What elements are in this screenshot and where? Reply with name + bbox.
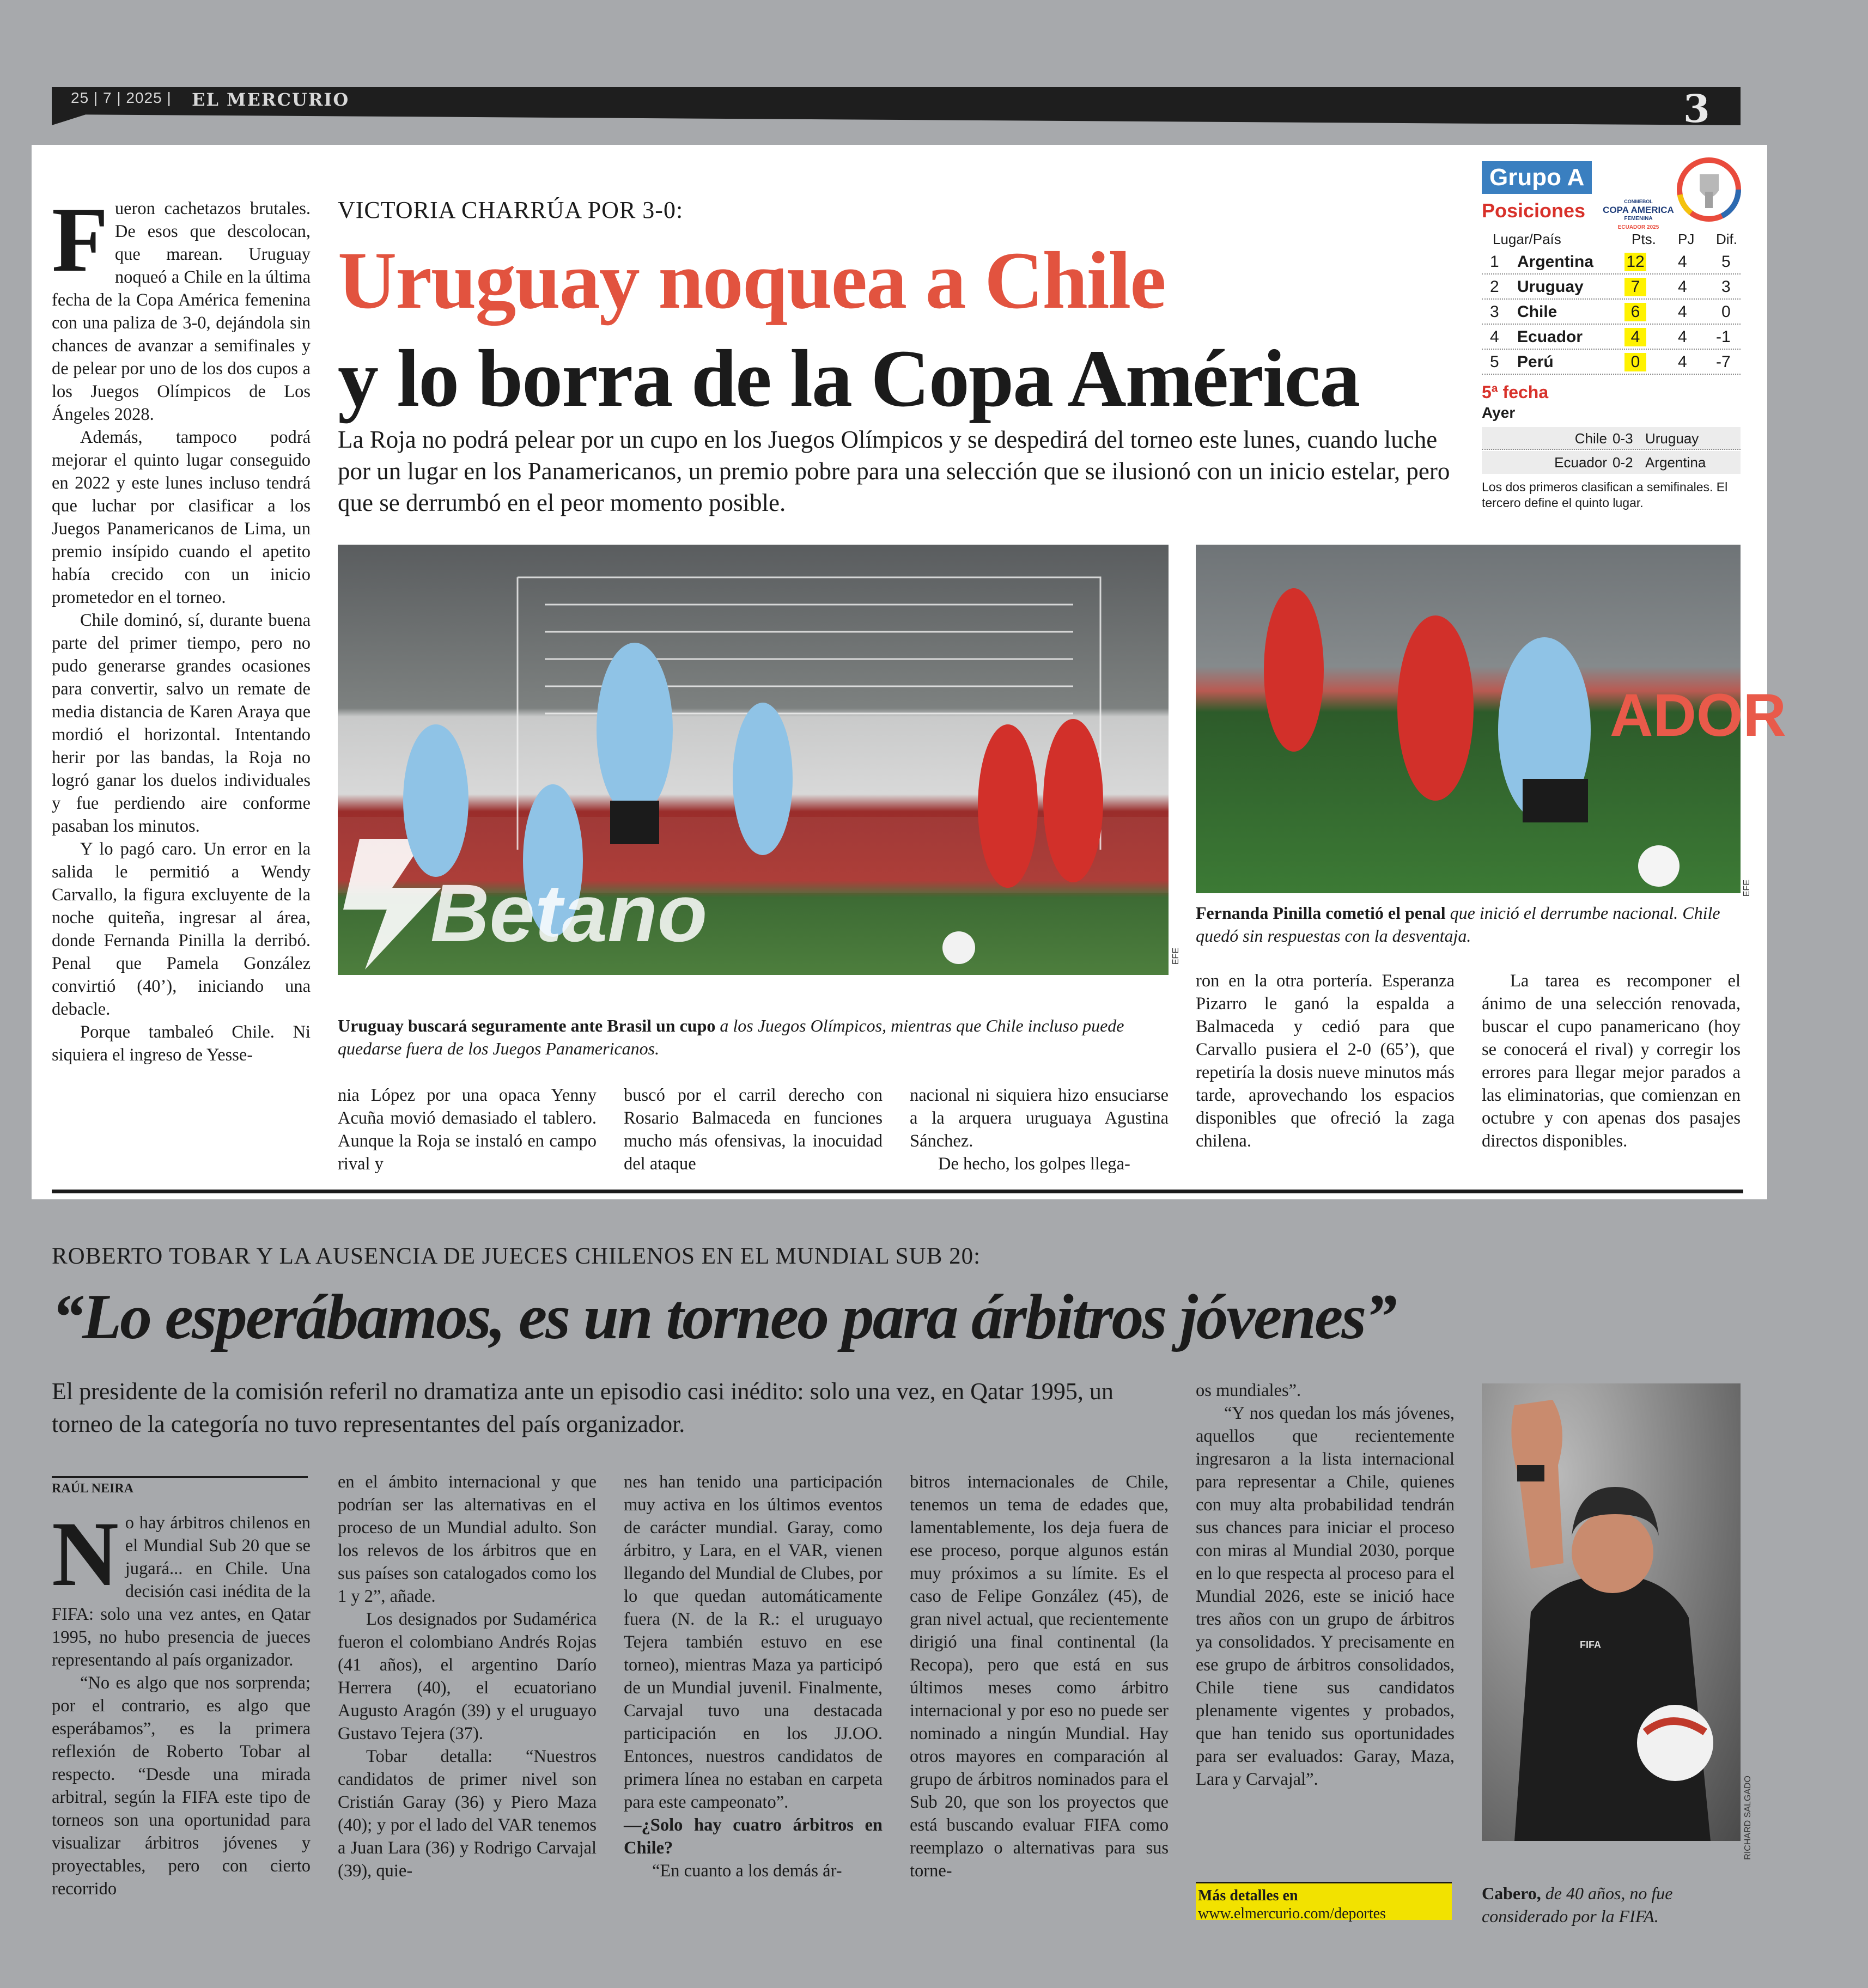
story1-paragraph: Además, tampoco podrá mejorar el quinto lugar conseguido en 2022 y este lunes incluso tendrá que luchar por clasificar a los Juegos Panamericanos de Lima, un premio insípido cuando el apetito había crecido con un inicio prometedor en el torneo.	[52, 428, 311, 607]
row-pos: 4	[1490, 328, 1499, 346]
story1-column-4	[910, 1084, 1169, 1175]
row-team: Ecuador	[1517, 328, 1583, 346]
row-dif: 5	[1721, 253, 1731, 271]
row-pts: 6	[1624, 303, 1646, 321]
table-row	[1482, 251, 1741, 275]
result-row	[1482, 451, 1741, 474]
row-pj: 4	[1678, 253, 1687, 271]
story2-paragraph: en el ámbito internacional y que podrían ser las alternativas en el proceso de un Mundial adulto. Son los relevos de los árbitros que en sus países son catalogados como los 1 y 2”, añade.	[338, 1472, 597, 1606]
table-note: Los dos primeros clasifican a semifinales. El tercero define el quinto lugar.	[1482, 480, 1728, 510]
table-row	[1482, 326, 1741, 350]
referee-photo	[1482, 1383, 1741, 1841]
story2-paragraph: Los designados por Sudamérica fueron el colombiano Andrés Rojas (41 años), el argentino Darío Herrera (40), el ecuatoriano Augusto Aragón (39) y el uruguayo Gustavo Tejera (37).	[338, 1609, 597, 1743]
logo-conmebol: CONMEBOL	[1624, 199, 1653, 204]
stadium-ad-text: Betano	[430, 867, 708, 959]
row-pos: 3	[1490, 303, 1499, 321]
row-pj: 4	[1678, 328, 1687, 346]
result-away: Uruguay	[1645, 430, 1699, 447]
story2-headline: “Lo esperábamos, es un torneo para árbitros jóvenes”	[52, 1281, 1396, 1352]
table-header-dif: Dif.	[1716, 231, 1737, 247]
result-row	[1482, 427, 1741, 450]
story2-paragraph: Tobar detalla: “Nuestros candidatos de primer nivel son Cristián Garay (36) y Piero Maza (40); y por el lado del VAR tenemos a Juan Lara (36) y Rodrigo Carvajal (39), quie-	[338, 1747, 597, 1881]
story1-dropcap: F	[52, 188, 108, 291]
row-pj: 4	[1678, 303, 1687, 321]
header-date: 25 | 7 | 2025 |	[71, 89, 172, 106]
group-title: Grupo A	[1482, 161, 1592, 194]
story1-paragraph: ueron cachetazos brutales. De esos que descolocan, que marean. Uruguay noqueó a Chile en la última fecha de la Copa América femenina con una paliza de 3-0, dejándola sin chances de avanzar a semifinales y de pelear por uno de los dos cupos a los Juegos Olímpicos de Los Ángeles 2028.	[52, 199, 311, 424]
story1-paragraph: La tarea es recomponer el ánimo de una selección renovada, buscar el cupo panamericano (hoy se conocerá el rival) y corregir los errores para llegar mejor parados a las eliminatorias, que comienzan en octubre y con apenas dos pasajes directos disponibles.	[1482, 971, 1741, 1151]
row-team: Uruguay	[1517, 278, 1584, 296]
story1-paragraph: buscó por el carril derecho con Rosario Balmaceda en funciones mucho más ofensivas, la inocuidad del ataque	[624, 1086, 883, 1174]
story1-photo-1	[338, 545, 1169, 975]
story2-column-5	[1196, 1379, 1455, 1791]
row-team: Chile	[1517, 303, 1557, 321]
table-header-pj: PJ	[1678, 231, 1695, 247]
story2-paragraph: o hay árbitros chilenos en el Mundial Sub 20 que se jugará... en Chile. Una decisión casi inédita de la FIFA: solo una vez antes, en Qatar 1995, no hubo presencia de jueces representando al país organizador.	[52, 1513, 311, 1670]
story1-column-3	[624, 1084, 883, 1175]
story1-column-6	[1482, 969, 1741, 1152]
row-pos: 1	[1490, 253, 1499, 271]
more-details-box	[1196, 1882, 1452, 1920]
shirt-logo: FIFA	[1580, 1639, 1601, 1650]
referee-photo-credit: RICHARD SALGADO	[1743, 1776, 1753, 1860]
photo1-caption-body: a los Juegos Olímpicos, mientras que Chile incluso puede quedarse fuera de los Juegos Panamericanos.	[338, 1016, 1124, 1058]
story1-paragraph: ron en la otra portería. Esperanza Pizarro le ganó la espalda a Balmaceda y cedió para que Carvallo pusiera el 2-0 (65’), que repetiría la dosis nueve minutos más tarde, aprovechando los espacios disponibles que ofreció la zaga chilena.	[1196, 971, 1455, 1151]
result-home: Chile	[1574, 430, 1607, 447]
story2-paragraph: “En cuanto a los demás ár-	[652, 1861, 842, 1881]
story2-column-3	[624, 1471, 883, 1882]
story2-column-2	[338, 1471, 597, 1882]
day-label: Ayer	[1482, 404, 1516, 421]
table-row	[1482, 301, 1741, 325]
photo2-caption-body: que inició el derrumbe nacional. Chile quedó sin respuestas con la desventaja.	[1196, 903, 1720, 946]
photo2-credit: EFE	[1742, 880, 1751, 897]
story2-dropcap: N	[52, 1503, 119, 1605]
story1-paragraph: Porque tambaleó Chile. Ni siquiera el ingreso de Yesse-	[52, 1022, 311, 1065]
referee-caption-body: de 40 años, no fue considerado por la FIFA.	[1482, 1883, 1673, 1926]
story1-column-5	[1196, 969, 1455, 1152]
more-details-link[interactable]: www.elmercurio.com/deportes	[1198, 1905, 1386, 1922]
logo-femenina: FEMENINA	[1624, 216, 1653, 222]
header-paper-name: EL MERCURIO	[192, 89, 350, 110]
story2-byline: RAÚL NEIRA	[52, 1476, 308, 1496]
photo2-caption	[1196, 901, 1741, 947]
result-score: 0-2	[1613, 454, 1633, 471]
story1-paragraph: nia López por una opaca Yenny Acuña movió demasiado el tablero. Aunque la Roja se instaló en campo rival y	[338, 1086, 597, 1174]
story2-paragraph: os mundiales”.	[1196, 1381, 1301, 1400]
more-details-label: Más detalles en	[1198, 1887, 1298, 1904]
header-page-number: 3	[1683, 86, 1710, 131]
result-home: Ecuador	[1554, 454, 1607, 471]
row-pts: 7	[1624, 278, 1646, 296]
section-divider	[52, 1190, 1743, 1193]
story2-kicker: ROBERTO TOBAR Y LA AUSENCIA DE JUECES CHILENOS EN EL MUNDIAL SUB 20:	[52, 1243, 981, 1269]
row-pj: 4	[1678, 353, 1687, 371]
story2-paragraph: bitros internacionales de Chile, tenemos un tema de edades que, lamentablemente, los deja fuera de ese proceso, porque algunos están muy próximos a su límite. Es el caso de Felipe González (45), de gran nivel actual, que recientemente dirigió una final continental (la Recopa), pero que está en sus últimos meses como árbitro internacional y por eso no puede ser nominado a ningún Mundial. Hay otros mayores en comparación al grupo de árbitros nominados para el Sub 20, que son los proyectos que está buscando evaluar FIFA como reemplazo o alternativas para sus torne-	[910, 1472, 1169, 1881]
photo1-caption	[338, 1014, 1169, 1060]
row-pts: 12	[1624, 253, 1646, 271]
story1-headline-line2: y lo borra de la Copa América	[338, 333, 1360, 424]
positions-label: Posiciones	[1482, 199, 1586, 222]
copa-america-logo	[1675, 158, 1741, 229]
row-pos: 2	[1490, 278, 1499, 296]
stadium-ad-text-2: ADOR	[1610, 682, 1786, 749]
row-pj: 4	[1678, 278, 1687, 296]
story2-paragraph: “Y nos quedan los más jóvenes, aquellos que recientemente ingresaron a la lista internacional para representar a Chile, quienes con muy alta probabilidad tendrán sus chances para iniciar el proceso con miras al Mundial 2030, porque en lo que respecta al proceso para el Mundial 2026, este se inició hace tres años con un grupo de árbitros ya consolidados. Y precisamente en ese grupo de árbitros consolidados, Chile tiene sus candidatos plenamente vigentes y probados, que han tenido sus oportunidades para ser evaluados: Garay, Maza, Lara y Carvajal”.	[1196, 1404, 1455, 1789]
table-header-pts: Pts.	[1632, 231, 1656, 247]
row-dif: -1	[1716, 328, 1731, 346]
photo1-caption-lead: Uruguay buscará seguramente ante Brasil un cupo	[338, 1016, 716, 1035]
story1-headline-line1: Uruguay noquea a Chile	[338, 235, 1165, 326]
story2-paragraph: nes han tenido una participación muy activa en los últimos eventos de carácter mundial. Garay, como árbitro, y Lara, en el VAR, vienen llegando del Mundial de Clubes, por lo que quedan automáticamente fuera (N. de la R.: el uruguayo Tejera también estuvo en ese torneo), mientras Maza ya participó de un Mundial juvenil. Finalmente, Carvajal tuvo una destacada participación en los JJ.OO. Entonces, nuestros candidatos de primera línea no estaban en carpeta para este campeonato”.	[624, 1472, 883, 1812]
story1-paragraph: De hecho, los golpes llega-	[938, 1154, 1130, 1174]
logo-copa: COPA AMERICA	[1603, 205, 1674, 215]
referee-photo-caption	[1482, 1882, 1741, 1928]
round-label: 5ª fecha	[1482, 382, 1549, 402]
row-team: Perú	[1517, 353, 1554, 371]
logo-ecuador: ECUADOR 2025	[1617, 224, 1659, 230]
row-dif: 3	[1721, 278, 1731, 296]
table-header-team: Lugar/País	[1493, 231, 1561, 247]
story2-paragraph: “No es algo que nos sorprenda; por el contrario, es algo que esperábamos”, es la primera reflexión de Roberto Tobar al respecto. “Desde una mirada arbitral, según la FIFA este tipo de torneos son una oportunidad para visualizar árbitros jóvenes y proyectables, pero con cierto recorrido	[52, 1673, 311, 1899]
story2-deck: El presidente de la comisión referil no dramatiza ante un episodio casi inédito: solo una vez, en Qatar 1995, un torneo de la categoría no tuvo representantes del país organizador.	[52, 1378, 1114, 1437]
story1-column-1	[52, 188, 311, 1066]
story2-column-4	[910, 1471, 1169, 1882]
story1-paragraph: nacional ni siquiera hizo ensuciarse a la arquera uruguaya Agustina Sánchez.	[910, 1086, 1169, 1151]
story1-kicker: VICTORIA CHARRÚA POR 3-0:	[338, 197, 684, 223]
table-row	[1482, 351, 1741, 375]
result-score: 0-3	[1613, 430, 1633, 447]
story2-column-1	[52, 1503, 311, 1900]
result-away: Argentina	[1645, 454, 1706, 471]
referee-caption-lead: Cabero,	[1482, 1883, 1541, 1903]
row-pts: 0	[1624, 353, 1646, 371]
row-pts: 4	[1624, 328, 1646, 346]
photo2-caption-lead: Fernanda Pinilla cometió el penal	[1196, 903, 1446, 923]
copa-logo-text	[1602, 197, 1675, 232]
story1-deck: La Roja no podrá pelear por un cupo en los Juegos Olímpicos y se despedirá del torneo este lunes, cuando luche por un lugar en los Panamericanos, un premio pobre para una selección que se ilusionó con un inicio estelar, pero que se derrumbó en el peor momento posible.	[338, 426, 1450, 516]
row-dif: 0	[1721, 303, 1731, 321]
row-team: Argentina	[1517, 253, 1594, 271]
row-dif: -7	[1716, 353, 1731, 371]
story1-paragraph: Chile dominó, sí, durante buena parte del primer tiempo, pero no pudo generarse grandes ocasiones para convertir, salvo un remate de media distancia de Karen Araya que mordió el horizontal. Intentando herir por las bandas, la Roja no logró ganar los duelos individuales y fue perdiendo aire conforme pasaban los minutos.	[52, 611, 311, 836]
story2-question: —¿Solo hay cuatro árbitros en Chile?	[624, 1815, 883, 1858]
photo1-credit: EFE	[1171, 948, 1181, 965]
table-row	[1482, 276, 1741, 300]
story1-column-2	[338, 1084, 597, 1175]
story1-paragraph: Y lo pagó caro. Un error en la salida le permitió a Wendy Carvallo, la figura excluyente de la noche quiteña, ingresar al área, donde Fernanda Pinilla la derribó. Penal que Pamela González convirtió (40’), iniciando una debacle.	[52, 839, 311, 1019]
row-pos: 5	[1490, 353, 1499, 371]
